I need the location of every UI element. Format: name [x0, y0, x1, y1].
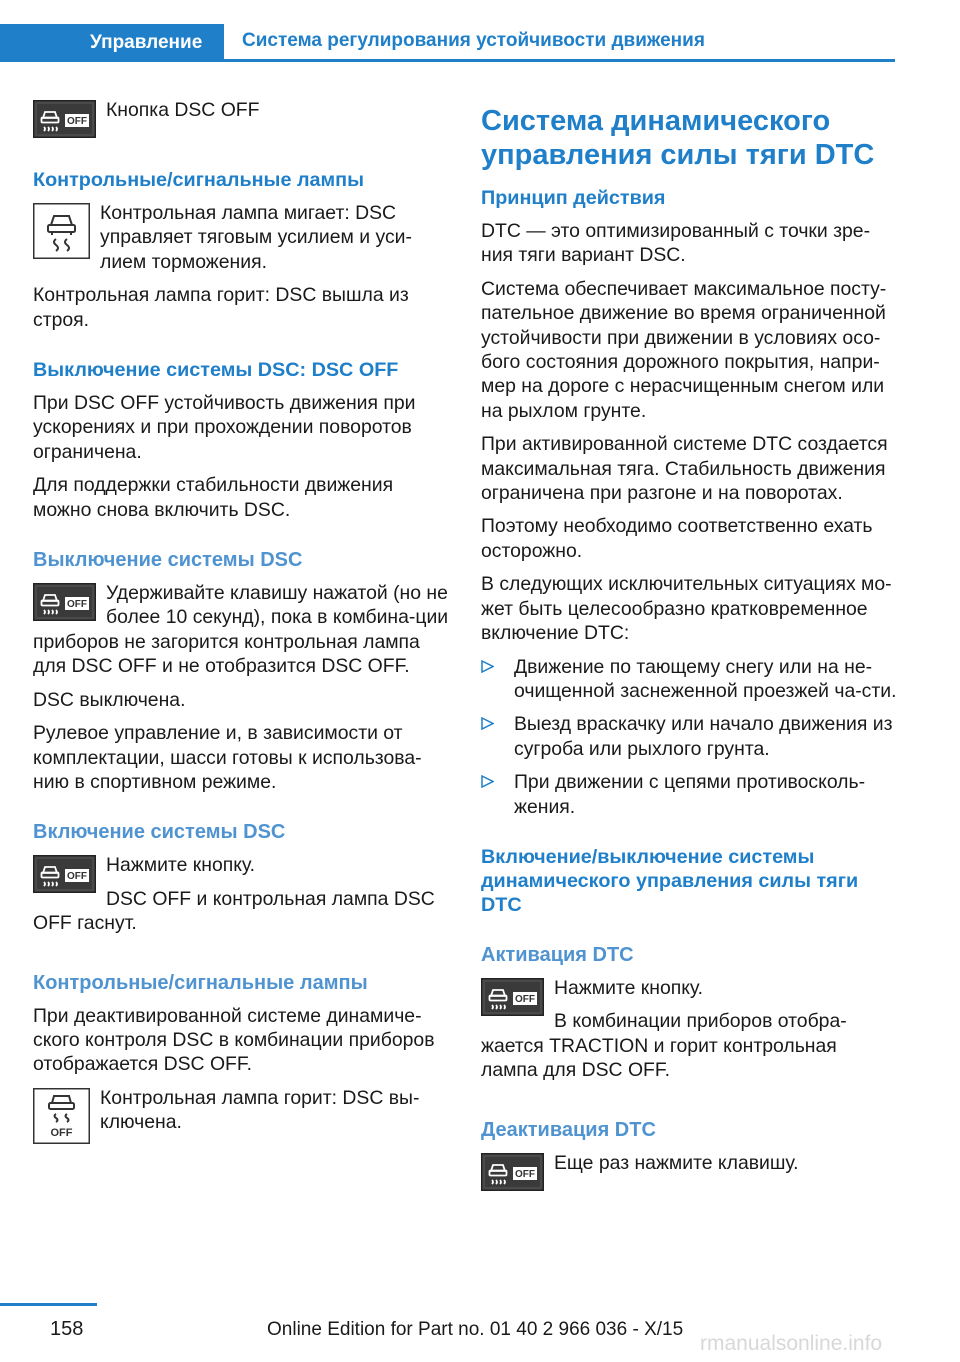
page-header	[0, 0, 960, 62]
switch-on-block	[33, 853, 449, 944]
principle-paragraph-1: DTC — это оптимизированный с точки зре-ния тяги вариант DSC.	[481, 220, 871, 267]
dsc-off-paragraph-1: При DSC OFF устойчивость движения при ускорениях и при прохождении поворотов ограничена.	[33, 392, 416, 463]
switch-off-paragraph-3: Рулевое управление и, в зависимости от комплектации, шасси готовы к использова-нию в спортивном режиме.	[33, 722, 422, 793]
principle-paragraph-4: Поэтому необходимо соответственно ехать осторожно.	[481, 515, 873, 562]
lamps-paragraph-1: При деактивированной системе динамиче-ского контроля DSC в комбинации приборов отображается DSC OFF.	[33, 1004, 435, 1076]
off-label: OFF	[67, 599, 87, 611]
bullet-triangle-icon	[481, 775, 494, 788]
list-item-text: Движение по тающему снегу или на не-очищенной заснеженной проезжей ча-сти.	[514, 655, 897, 702]
list-item-text: Выезд враскачку или начало движения из сугроба или рыхлого грунта.	[514, 713, 893, 760]
activate-paragraph-1: Нажмите кнопку.	[554, 976, 704, 999]
switch-off-paragraph-1: Удерживайте клавишу нажатой (но не более 10 секунд), пока в комбина-ции приборов не загорится контрольная лампа для DSC OFF и не отобразится DSC OFF.	[33, 582, 449, 678]
dsc-warning-lamp-icon	[33, 203, 90, 259]
principle-paragraph-5: В следующих исключительных ситуациях мо-жет быть целесообразно кратковременное включение DTC:	[481, 573, 892, 645]
header-rule	[224, 59, 895, 62]
deactivate-block	[481, 1151, 897, 1195]
dsc-off-button-icon	[33, 583, 96, 621]
list-item	[481, 712, 897, 761]
activate-heading: Активация DTC	[481, 943, 634, 966]
dsc-off-button-caption: Кнопка DSC OFF	[106, 99, 260, 121]
lamp-lit-text: Контрольная лампа горит: DSC вышла из строя.	[33, 284, 409, 331]
off-label: OFF	[515, 1168, 535, 1180]
off-label: OFF	[67, 871, 87, 883]
switch-on-paragraph-1: Нажмите кнопку.	[106, 854, 256, 877]
situations-list	[481, 655, 897, 819]
page-number: 158	[50, 1318, 84, 1340]
dsc-off-lamp-icon	[33, 1088, 90, 1144]
left-column	[33, 98, 449, 1148]
switch-on-paragraph-2: DSC OFF и контрольная лампа DSC OFF гаснут.	[33, 887, 435, 935]
dsc-off-button-icon	[33, 855, 96, 893]
bullet-triangle-icon	[481, 660, 494, 673]
list-item-text: При движении с цепями противосколь-жения.	[514, 771, 866, 818]
activate-paragraph-2: В комбинации приборов отобра-жается TRACTION и горит контрольная лампа для DSC OFF.	[481, 1010, 847, 1082]
list-item	[481, 655, 897, 704]
deactivate-paragraph-1: Еще раз нажмите клавишу.	[554, 1151, 799, 1174]
section-title[interactable]: Система регулирования устойчивости движения	[242, 30, 705, 51]
dtc-title: Система динамического управления силы тяги DTC	[481, 105, 875, 171]
switch-on-heading: Включение системы DSC	[33, 821, 286, 844]
dsc-off-paragraph-2: Для поддержки стабильности движения можно снова включить DSC.	[33, 474, 394, 521]
lamp-flash-block	[33, 201, 449, 283]
watermark: rmanualsonline.info	[700, 1332, 883, 1355]
principle-paragraph-2: Система обеспечивает максимальное посту-пательное движение во время ограниченной устойчивости при движении в условиях осо-бого состояния дорожного покрытия, напри-мер на дороге с нерасчищенным снегом или на рыхлом грунте.	[481, 277, 887, 422]
toggle-heading: Включение/выключение системы динамического управления силы тяги DTC	[481, 845, 859, 916]
dsc-off-button-icon	[481, 978, 544, 1016]
bullet-triangle-icon	[481, 717, 494, 730]
dsc-off-button-block	[33, 98, 449, 142]
principle-paragraph-3: При активированной системе DTC создается максимальная тяга. Стабильность движения ограничена при разгоне и на поворотах.	[481, 433, 888, 505]
lamps-heading-2: Контрольные/сигнальные лампы	[33, 971, 368, 994]
edition-text: Online Edition for Part no. 01 40 2 966 036 - X/15	[267, 1319, 684, 1340]
switch-off-paragraph-2: DSC выключена.	[33, 688, 186, 711]
dsc-off-button-icon	[33, 100, 96, 138]
lamps-paragraph-2: Контрольная лампа горит: DSC вы-ключена.	[100, 1086, 420, 1134]
off-label: OFF	[50, 1126, 73, 1139]
activate-block	[481, 976, 897, 1092]
principle-heading: Принцип действия	[481, 187, 666, 209]
off-label: OFF	[67, 116, 87, 127]
lamps-heading-1: Контрольные/сигнальные лампы	[33, 169, 364, 191]
lamp-off-block	[33, 1086, 449, 1148]
chapter-tab[interactable]: Управление	[0, 24, 224, 62]
dsc-off-heading: Выключение системы DSC: DSC OFF	[33, 359, 399, 382]
footer-rule	[0, 1303, 97, 1306]
list-item	[481, 770, 897, 819]
dsc-off-button-icon	[481, 1153, 544, 1191]
deactivate-heading: Деактивация DTC	[481, 1118, 656, 1141]
switch-off-heading: Выключение системы DSC	[33, 549, 303, 572]
switch-off-block	[33, 581, 449, 679]
off-label: OFF	[515, 993, 535, 1005]
lamp-flash-text: Контрольная лампа мигает: DSC управляет тяговым усилием и уси-лием торможения.	[100, 202, 412, 273]
right-column	[481, 98, 897, 1195]
